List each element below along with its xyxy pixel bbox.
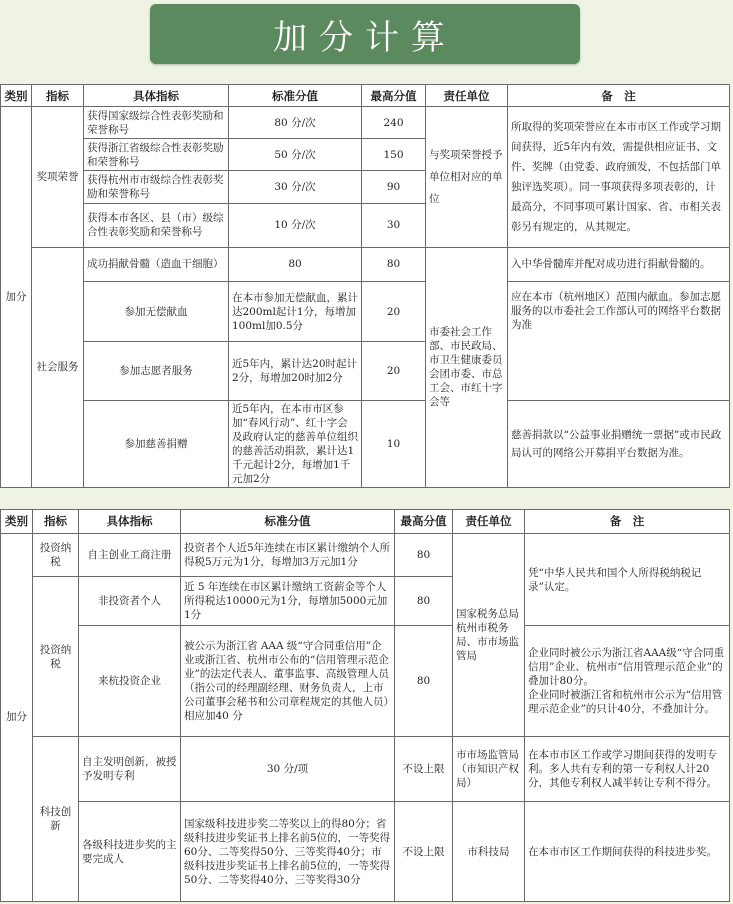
responsible-unit: 与奖项荣誉授予单位相对应的单位 xyxy=(426,107,508,248)
scoring-table-tax-innovation xyxy=(0,509,729,902)
note-cell: 慈善捐款以“公益事业捐赠统一票据”或市民政局认可的网络公开募捐平台数据为准。 xyxy=(508,400,730,487)
specific-item: 参加志愿者服务 xyxy=(84,342,229,400)
category-cell: 加分 xyxy=(1,107,32,488)
responsible-unit: 市市场监管局（市知识产权局） xyxy=(453,736,525,801)
max-score: 80 xyxy=(395,626,453,737)
standard-score: 被公示为浙江省 AAA 级“守合同重信用”企业或浙江省、杭州市公布的“信用管理示范企业”的法定代表人、董事监事、高级管理人员（指公司的经理副经理、财务负责人，上市公司董事会秘书和公司章程规定的其他人员）相应加40 分 xyxy=(181,626,395,737)
specific-item: 获得浙江省级综合性表彰奖励和荣誉称号 xyxy=(84,139,229,171)
table-header-row xyxy=(1,85,730,107)
standard-score: 近5年内，累计达20时起计2分，每增加20时加2分 xyxy=(229,342,362,400)
specific-item: 自主创业工商注册 xyxy=(79,533,181,576)
specific-item: 参加慈善捐赠 xyxy=(84,400,229,487)
col-header-specific: 具体指标 xyxy=(84,85,229,107)
max-score: 30 xyxy=(362,203,426,247)
col-header-category: 类别 xyxy=(1,85,32,107)
standard-score: 10 分/次 xyxy=(229,203,362,247)
standard-score: 在本市参加无偿献血，累计达200ml起计1分，每增加100ml加0.5分 xyxy=(229,281,362,341)
max-score: 90 xyxy=(362,171,426,203)
table-row xyxy=(1,247,730,281)
standard-score: 近 5 年连续在市区累计缴纳工资薪金等个人所得税达10000元为1分，每增加5000元加1分 xyxy=(181,577,395,626)
col-header-responsible: 责任单位 xyxy=(426,85,508,107)
max-score: 240 xyxy=(362,107,426,139)
scoring-table-honors-service xyxy=(0,84,729,488)
standard-score: 30 分/次 xyxy=(229,171,362,203)
note-cell: 入中华骨髓库并配对成功进行捐献骨髓的。 xyxy=(508,247,730,281)
specific-item: 非投资者个人 xyxy=(79,577,181,626)
standard-score: 投资者个人近5年连续在市区累计缴纳个人所得税5万元为1分，每增加3万元加1分 xyxy=(181,533,395,576)
col-header-note: 备 注 xyxy=(508,85,730,107)
table-row xyxy=(1,533,730,576)
table-row xyxy=(1,802,730,902)
note-cell: 在本市市区工作或学习期间获得的发明专利。多人共有专利的第一专利权人计20分，其他专利权人减半转让专利不得分。 xyxy=(525,736,730,801)
specific-item: 获得本市各区、县（市）级综合性表彰奖励和荣誉称号 xyxy=(84,203,229,247)
max-score: 10 xyxy=(362,400,426,487)
indicator-investment-tax: 投资纳税 xyxy=(33,533,79,576)
table-row xyxy=(1,626,730,737)
max-score: 不设上限 xyxy=(395,802,453,902)
page-title: 加分计算 xyxy=(273,17,457,58)
category-cell: 加分 xyxy=(1,533,33,901)
table-row xyxy=(1,736,730,801)
specific-item: 参加无偿献血 xyxy=(84,281,229,341)
col-header-note: 备 注 xyxy=(525,510,730,534)
responsible-unit: 市科技局 xyxy=(453,802,525,902)
col-header-indicator: 指标 xyxy=(32,85,84,107)
table-header-row xyxy=(1,510,730,534)
table-1 xyxy=(0,84,730,488)
table-row xyxy=(1,107,730,139)
specific-item: 来杭投资企业 xyxy=(79,626,181,737)
title-banner xyxy=(150,4,580,64)
indicator-investment-tax: 投资纳税 xyxy=(33,577,79,737)
col-header-responsible: 责任单位 xyxy=(453,510,525,534)
col-header-category: 类别 xyxy=(1,510,33,534)
table-2 xyxy=(0,509,730,902)
note-cell: 凭“中华人民共和国个人所得税纳税记录”认定。 xyxy=(525,533,730,625)
col-header-score: 标准分值 xyxy=(229,85,362,107)
standard-score: 80 xyxy=(229,247,362,281)
indicator-social-service: 社会服务 xyxy=(32,247,84,487)
standard-score: 近5年内，在本市市区参加“春风行动”、红十字会及政府认定的慈善单位组织的慈善活动捐款，累计达1千元起计2分，每增加1千元加2分 xyxy=(229,400,362,487)
note-cell: 所取得的奖项荣誉应在本市市区工作或学习期间获得，近5年内有效，需提供相应证书、文件、奖牌（由党委、政府颁发，不包括部门单独评选奖项）。同一事项获得多项表彰的，计最高分，不同事项可累计国家、省、市相关表彰另有规定的，从其规定。 xyxy=(508,107,730,248)
note-cell: 在本市市区工作期间获得的科技进步奖。 xyxy=(525,802,730,902)
indicator-awards: 奖项荣誉 xyxy=(32,107,84,248)
specific-item: 各级科技进步奖的主要完成人 xyxy=(79,802,181,902)
col-header-specific: 具体指标 xyxy=(79,510,181,534)
max-score: 150 xyxy=(362,139,426,171)
responsible-unit: 国家税务总局杭州市税务局、市市场监管局 xyxy=(453,533,525,736)
note-cell: 应在本市（杭州地区）范围内献血。参加志愿服务的以市委社会工作部认可的网络平台数据为准 xyxy=(508,281,730,400)
table-row xyxy=(1,281,730,341)
specific-item: 成功捐献骨髓（造血干细胞） xyxy=(84,247,229,281)
max-score: 80 xyxy=(395,533,453,576)
specific-item: 获得国家级综合性表彰奖励和荣誉称号 xyxy=(84,107,229,139)
max-score: 20 xyxy=(362,342,426,400)
col-header-indicator: 指标 xyxy=(33,510,79,534)
standard-score: 国家级科技进步奖二等奖以上的得80分；省级科技进步奖证书上排名前5位的，一等奖得60分、二等奖得50分、三等奖得40分；市级科技进步奖证书上排名前5位的，一等奖得50分、二等奖得40分、三等奖得30分 xyxy=(181,802,395,902)
table-row xyxy=(1,400,730,487)
max-score: 80 xyxy=(362,247,426,281)
col-header-score: 标准分值 xyxy=(181,510,395,534)
standard-score: 50 分/次 xyxy=(229,139,362,171)
specific-item: 获得杭州市市级综合性表彰奖励和荣誉称号 xyxy=(84,171,229,203)
indicator-tech-innovation: 科技创新 xyxy=(33,736,79,901)
responsible-unit: 市委社会工作部、市民政局、市卫生健康委员会团市委、市总工会、市红十字会等 xyxy=(426,247,508,487)
col-header-max: 最高分值 xyxy=(362,85,426,107)
max-score: 不设上限 xyxy=(395,736,453,801)
max-score: 20 xyxy=(362,281,426,341)
standard-score: 80 分/次 xyxy=(229,107,362,139)
specific-item: 自主发明创新，被授予发明专利 xyxy=(79,736,181,801)
max-score: 80 xyxy=(395,577,453,626)
col-header-max: 最高分值 xyxy=(395,510,453,534)
standard-score: 30 分/项 xyxy=(181,736,395,801)
note-paragraph: 企业同时被公示为浙江省AAA级“守合同重信用”企业、杭州市“信用管理示范企业”的叠加计80分。 xyxy=(528,647,725,688)
note-paragraph: 企业同时被浙江省和杭州市公示为“信用管理示范企业”的只计40分，不叠加计分。 xyxy=(528,689,723,716)
note-cell xyxy=(525,626,730,737)
